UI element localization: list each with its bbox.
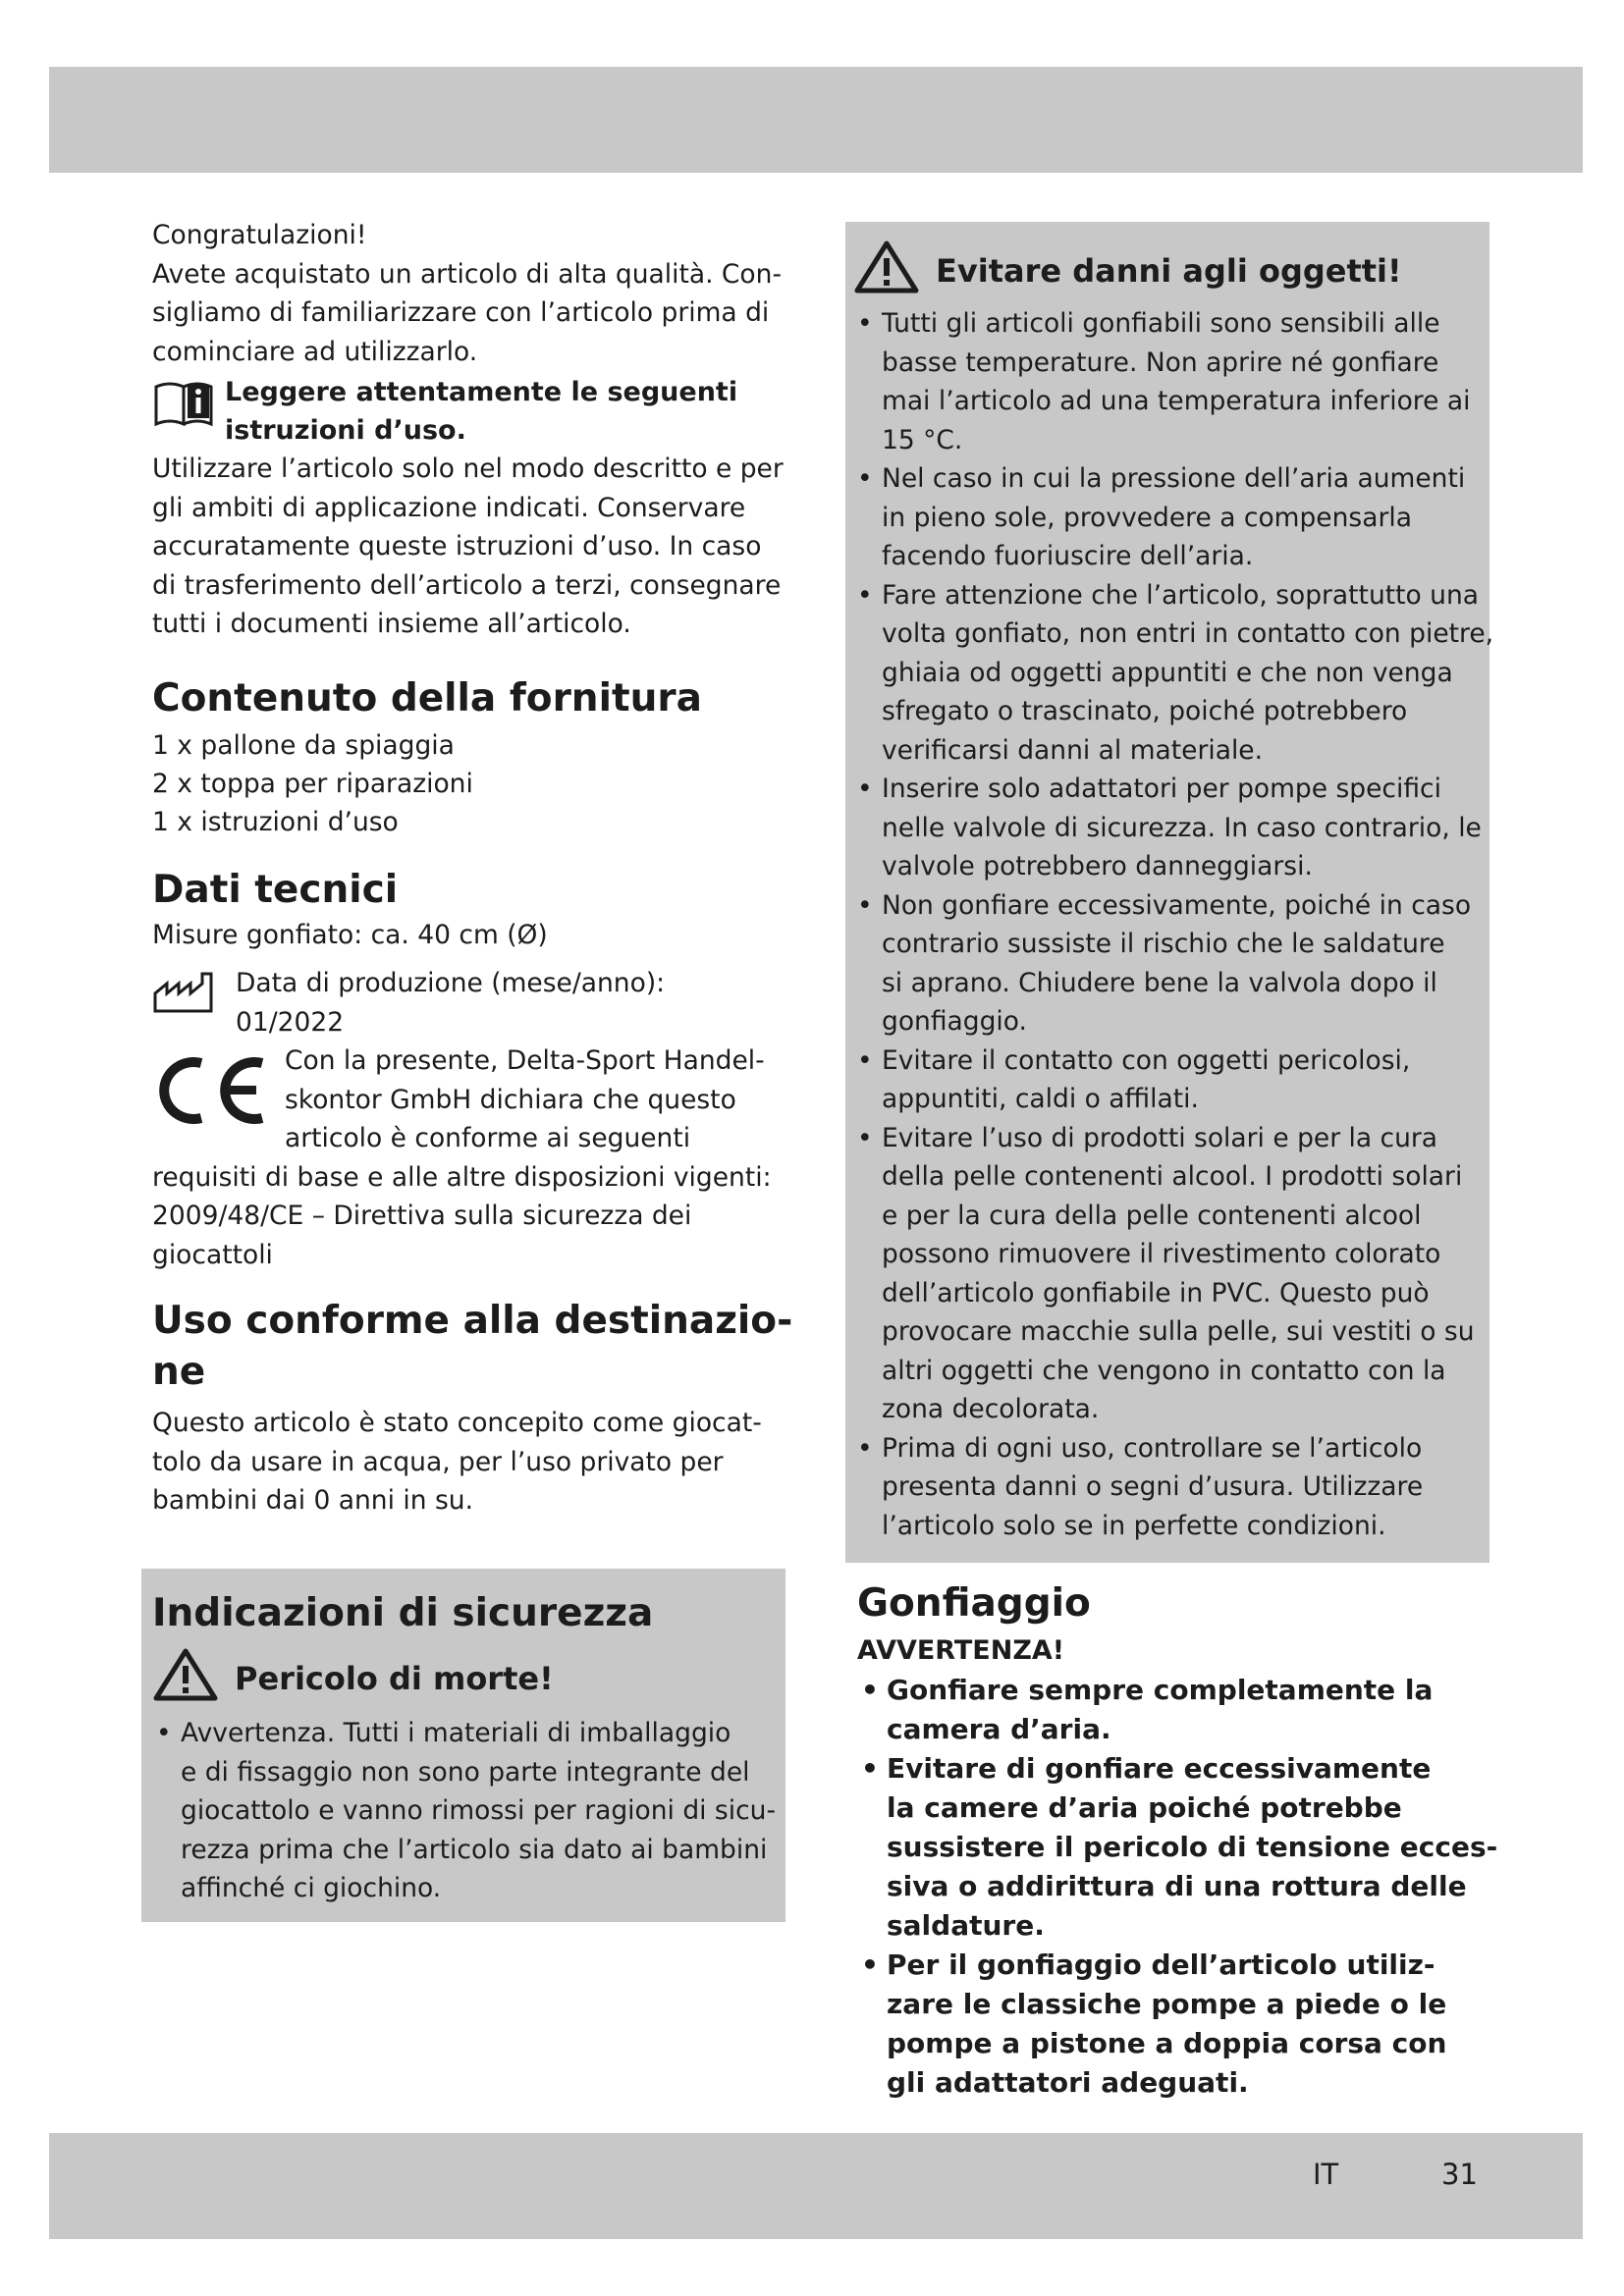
intro-text: Congratulazioni! Avete acquistato un articolo di alta qualità. Con- sigliamo di familiarizzare con l’articolo prima di cominciare ad utilizzarlo.	[152, 220, 783, 367]
inflation-list	[857, 1671, 1498, 2103]
tech-heading: Dati tecnici	[152, 867, 399, 912]
intended-use-heading: Uso conforme alla destinazio- ne	[152, 1299, 793, 1394]
list-item: • Fare attenzione che l’articolo, soprattutto una volta gonfiato, non entri in contatto con pietre, ghiaia od oggetti appuntiti e che non venga sfregato o trascinato, poiché potrebbero verificarsi danni al materiale.	[853, 576, 1489, 771]
list-item: • Per il gonfiaggio dell’articolo utiliz- zare le classiche pompe a piede o le pompe a pistone a doppia corsa con gli adattatori adeguati.	[857, 1946, 1486, 2103]
notice-line: Leggere attentamente le seguenti	[225, 377, 738, 407]
list-item: 1 x istruzioni d’uso	[152, 806, 399, 837]
usage-text: Utilizzare l’articolo solo nel modo descritto e per gli ambiti di applicazione indicati. Conservare accuratamente queste istruzioni d’uso. In caso di trasferimento dell’articolo a terzi, consegnare tutti i documenti insieme all’articolo.	[152, 454, 784, 639]
page-number: 31	[1441, 2158, 1478, 2191]
safety-list	[152, 1714, 785, 1908]
safety-box	[141, 1569, 785, 1922]
damage-list	[853, 304, 1494, 1545]
intended-use-text: Questo articolo è stato concepito come giocat- tolo da usare in acqua, per l’uso privato per bambini dai 0 anni in su.	[152, 1408, 762, 1516]
damage-heading: Evitare danni agli oggetti!	[853, 240, 1489, 302]
footer-band	[49, 2133, 1583, 2239]
list-item: • Evitare il contatto con oggetti pericolosi, appuntiti, caldi o affilati.	[853, 1041, 1489, 1119]
safety-heading: Indicazioni di sicurezza	[152, 1591, 654, 1635]
list-item: • Nel caso in cui la pressione dell’aria aumenti in pieno sole, provvedere a compensarla facendo fuoriuscire dell’aria.	[853, 459, 1489, 576]
left-column	[152, 216, 793, 1521]
contents-heading: Contenuto della fornitura	[152, 675, 702, 721]
list-item: 2 x toppa per riparazioni	[152, 768, 473, 799]
list-item: • Prima di ogni uso, controllare se l’articolo presenta danni o segni d’usura. Utilizzare l’articolo solo se in perfette condizioni.	[853, 1429, 1489, 1546]
ce-declaration: Con la presente, Delta-Sport Handel- skontor GmbH dichiara che questo articolo è conforme ai seguenti	[152, 1041, 773, 1158]
read-manual-icon	[152, 373, 225, 436]
list-item: 1 x pallone da spiaggia	[152, 729, 455, 761]
list-item: • Gonfiare sempre completamente la camera d’aria.	[857, 1671, 1486, 1749]
list-item: • Evitare di gonfiare eccessivamente la camere d’aria poiché potrebbe sussistere il pericolo di tensione ecces- siva o addirittura di una rottura delle saldature.	[857, 1749, 1486, 1946]
contents-list	[152, 726, 773, 841]
footer-language: IT	[1313, 2158, 1339, 2191]
read-instructions-notice	[152, 373, 773, 450]
list-item: • Tutti gli articoli gonfiabili sono sensibili alle basse temperature. Non aprire né gonfiare mai l’articolo ad una temperatura inferiore ai 15 °C.	[853, 304, 1489, 459]
ce-mark-icon	[152, 1041, 285, 1128]
list-item: • Evitare l’uso di prodotti solari e per la cura della pelle contenenti alcool. I prodotti solari e per la cura della pelle contenenti alcool possono rimuovere il rivestimento colorato dell’articolo gonfiabile in PVC. Questo può provocare macchie sulla pelle, sui vestiti o su altri oggetti che vengono in contatto con la zona decolorata.	[853, 1119, 1489, 1429]
danger-heading: Pericolo di morte!	[152, 1647, 785, 1710]
inflation-warning-label: AVVERTENZA!	[857, 1635, 1065, 1666]
ce-text-continued: requisiti di base e alle altre disposizioni vigenti: 2009/48/CE – Direttiva sulla sicurezza dei giocattoli	[152, 1161, 772, 1270]
list-item: • Avvertenza. Tutti i materiali di imballaggio e di fissaggio non sono parte integrante del giocattolo e vanno rimossi per ragioni di sicu- rezza prima che l’articolo sia dato ai bambini affinché ci giochino.	[152, 1714, 785, 1908]
damage-box	[845, 222, 1494, 1563]
list-item: • Inserire solo adattatori per pompe specifici nelle valvole di sicurezza. In caso contrario, le valvole potrebbero danneggiarsi.	[853, 770, 1489, 886]
warning-icon	[152, 1647, 219, 1710]
inflation-section	[857, 1578, 1498, 2103]
warning-icon	[853, 240, 920, 302]
notice-line: istruzioni d’uso.	[225, 415, 466, 446]
production-date: Data di produzione (mese/anno): 01/2022	[152, 964, 773, 1041]
list-item: • Non gonfiare eccessivamente, poiché in caso contrario sussiste il rischio che le saldature si aprano. Chiudere bene la valvola dopo il gonfiaggio.	[853, 886, 1489, 1041]
header-band	[49, 67, 1583, 173]
inflation-heading: Gonfiaggio	[857, 1581, 1091, 1626]
size-text: Misure gonfiato: ca. 40 cm (Ø)	[152, 919, 548, 950]
factory-icon	[152, 964, 236, 1019]
